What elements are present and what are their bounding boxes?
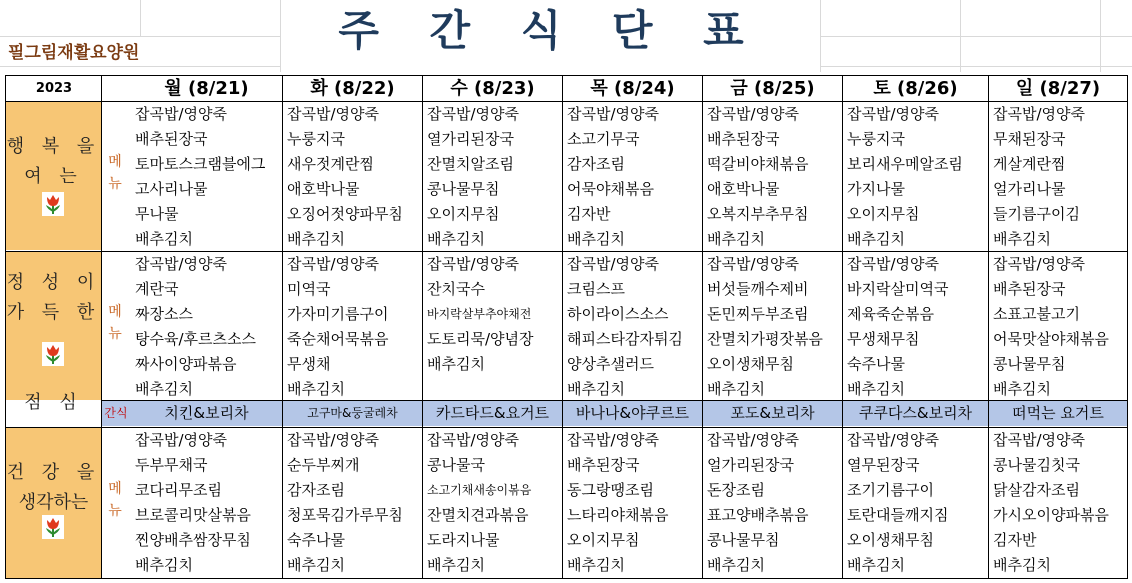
lunch-item-tue: 미역국 — [287, 280, 331, 298]
dinner-menu-label — [101, 478, 129, 522]
border-line — [702, 75, 703, 579]
breakfast-item-tue: 애호박나물 — [287, 180, 360, 198]
border-line — [5, 578, 1128, 579]
dinner-item-fri: 표고양배추볶음 — [707, 506, 809, 524]
day-header-fri: 금 (8/25) — [730, 78, 815, 99]
lunch-item-thu: 잡곡밥/영양죽 — [567, 255, 659, 273]
breakfast-item-tue: 배추김치 — [287, 230, 345, 248]
dinner-item-wed: 잡곡밥/영양죽 — [427, 431, 519, 449]
breakfast-item-sat: 누룽지국 — [847, 130, 905, 148]
lunch-item-fri: 돈민찌두부조림 — [707, 305, 809, 323]
breakfast-item-wed: 콩나물무침 — [427, 180, 500, 198]
lunch-item-tue: 무생채 — [287, 355, 331, 373]
day-header-wed: 수 (8/23) — [450, 78, 535, 99]
dinner-item-wed: 도라지나물 — [427, 531, 500, 549]
breakfast-item-thu: 배추김치 — [567, 230, 625, 248]
dinner-item-mon: 잡곡밥/영양죽 — [135, 431, 227, 449]
dinner-item-sun: 배추김치 — [993, 556, 1051, 574]
breakfast-item-sat: 보리새우메알조림 — [847, 155, 963, 173]
snack-fri: 포도&보리차 — [730, 404, 815, 422]
snack-mon: 치킨&보리차 — [164, 404, 249, 422]
page-title: 주 간 식 단 표 — [338, 6, 762, 55]
lunch-item-sat: 바지락살미역국 — [847, 280, 949, 298]
breakfast-item-mon: 토마토스크램블에그 — [135, 155, 266, 173]
lunch-item-wed: 도토리묵/양념장 — [427, 330, 534, 348]
lunch-item-tue: 배추김치 — [287, 380, 345, 398]
breakfast-item-thu: 어묵야채볶음 — [567, 180, 654, 198]
breakfast-item-mon: 고사리나물 — [135, 180, 208, 198]
lunch-item-wed: 배추김치 — [427, 355, 485, 373]
lunch-item-thu: 양상추샐러드 — [567, 355, 654, 373]
lunch-item-wed: 잔치국수 — [427, 280, 485, 298]
lunch-item-sun: 소표고불고기 — [993, 305, 1080, 323]
lunch-item-thu: 하이라이스소스 — [567, 305, 669, 323]
border-line — [282, 75, 283, 579]
breakfast-item-tue: 누룽지국 — [287, 130, 345, 148]
border-line — [988, 75, 989, 579]
dinner-item-sat: 오이생채무침 — [847, 531, 934, 549]
dinner-item-sun: 가시오이양파볶음 — [993, 506, 1109, 524]
dinner-item-fri: 배추김치 — [707, 556, 765, 574]
breakfast-item-wed: 열가리된장국 — [427, 130, 514, 148]
breakfast-item-sat: 잡곡밥/영양죽 — [847, 105, 939, 123]
border-line — [101, 400, 1128, 401]
lunch-item-sat: 무생채무침 — [847, 330, 920, 348]
year-label: 2023 — [35, 81, 73, 96]
menu-label-char: 뉴 — [108, 326, 122, 342]
breakfast-item-sun: 게살계란찜 — [993, 155, 1066, 173]
dinner-item-wed: 잔멸치견과볶음 — [427, 506, 529, 524]
dinner-item-mon: 찐양배추쌈장무침 — [135, 531, 251, 549]
lunch-item-wed: 바지락살부추야채전 — [427, 307, 532, 321]
breakfast-menu-label — [101, 151, 129, 195]
dinner-item-mon: 코다리무조림 — [135, 481, 222, 499]
dinner-item-tue: 감자조림 — [287, 481, 345, 499]
border-line — [5, 101, 1128, 102]
dinner-item-tue: 배추김치 — [287, 556, 345, 574]
lunch-item-sat: 배추김치 — [847, 380, 905, 398]
lunch-item-fri: 잔멸치가평잣볶음 — [707, 330, 823, 348]
lunch-item-sun: 배추김치 — [993, 380, 1051, 398]
menu-label-char: 뉴 — [108, 176, 122, 192]
lunch-item-thu: 크림스프 — [567, 280, 625, 298]
lunch-item-sat: 제육죽순볶음 — [847, 305, 934, 323]
breakfast-item-fri: 떡갈비야채볶음 — [707, 155, 809, 173]
breakfast-item-mon: 배추김치 — [135, 230, 193, 248]
breakfast-item-tue: 오징어젓양파무침 — [287, 205, 403, 223]
lunch-item-tue: 가자미기름구이 — [287, 305, 389, 323]
dinner-item-mon: 배추김치 — [135, 556, 193, 574]
snack-thu: 바나나&야쿠르트 — [575, 404, 690, 422]
border-line — [5, 75, 6, 579]
tulip-icon — [42, 192, 64, 216]
dinner-title-line1: 건 강 을 — [6, 462, 101, 483]
border-line — [5, 251, 1128, 252]
dinner-item-fri: 잡곡밥/영양죽 — [707, 431, 799, 449]
lunch-title-line2: 가 득 한 — [6, 302, 101, 323]
lunch-item-sat: 잡곡밥/영양죽 — [847, 255, 939, 273]
border-line — [422, 75, 423, 579]
dinner-item-wed: 콩나물국 — [427, 456, 485, 474]
border-line — [5, 427, 1128, 428]
menu-label-char: 메 — [108, 481, 122, 497]
breakfast-item-fri: 잡곡밥/영양죽 — [707, 105, 799, 123]
dinner-item-wed: 소고기채새송이볶음 — [427, 483, 532, 497]
snack-sat: 쿠쿠다스&보리차 — [858, 404, 973, 422]
dinner-item-tue: 순두부찌개 — [287, 456, 360, 474]
breakfast-item-wed: 잡곡밥/영양죽 — [427, 105, 519, 123]
breakfast-item-tue: 잡곡밥/영양죽 — [287, 105, 379, 123]
dinner-item-fri: 돈장조림 — [707, 481, 765, 499]
lunch-item-sun: 잡곡밥/영양죽 — [993, 255, 1085, 273]
breakfast-item-fri: 배추김치 — [707, 230, 765, 248]
lunch-item-fri: 잡곡밥/영양죽 — [707, 255, 799, 273]
lunch-item-mon: 계란국 — [135, 280, 179, 298]
dinner-item-sat: 조기기름구이 — [847, 481, 934, 499]
lunch-item-mon: 잡곡밥/영양죽 — [135, 255, 227, 273]
snack-sun: 떠먹는 요거트 — [1012, 404, 1104, 422]
breakfast-item-thu: 잡곡밥/영양죽 — [567, 105, 659, 123]
border-line — [1127, 75, 1128, 579]
dinner-item-mon: 두부무채국 — [135, 456, 208, 474]
dinner-item-tue: 잡곡밥/영양죽 — [287, 431, 379, 449]
dinner-item-thu: 배추김치 — [567, 556, 625, 574]
breakfast-item-fri: 오복지부추무침 — [707, 205, 809, 223]
breakfast-item-fri: 애호박나물 — [707, 180, 780, 198]
lunch-item-sun: 어묵맛살야채볶음 — [993, 330, 1109, 348]
tulip-icon — [42, 342, 64, 366]
lunch-title-line1: 정 성 이 — [6, 272, 101, 293]
dinner-item-sat: 잡곡밥/영양죽 — [847, 431, 939, 449]
lunch-item-mon: 탕수육/후르츠소스 — [135, 330, 256, 348]
border-line — [101, 75, 102, 579]
dinner-item-thu: 배추된장국 — [567, 456, 640, 474]
lunch-title-line3: 점 심 — [24, 392, 83, 413]
breakfast-item-tue: 새우젓계란찜 — [287, 155, 374, 173]
snack-label: 간식 — [104, 406, 128, 420]
dinner-item-sun: 잡곡밥/영양죽 — [993, 431, 1085, 449]
lunch-item-thu: 배추김치 — [567, 380, 625, 398]
breakfast-item-wed: 배추김치 — [427, 230, 485, 248]
dinner-item-thu: 느타리야채볶음 — [567, 506, 669, 524]
menu-label-char: 메 — [108, 304, 122, 320]
lunch-item-sun: 배추된장국 — [993, 280, 1066, 298]
dinner-item-sat: 배추김치 — [847, 556, 905, 574]
border-line — [562, 75, 563, 579]
menu-label-char: 메 — [108, 154, 122, 170]
menu-label-char: 뉴 — [108, 503, 122, 519]
dinner-item-thu: 오이지무침 — [567, 531, 640, 549]
breakfast-item-mon: 배추된장국 — [135, 130, 208, 148]
breakfast-item-sat: 오이지무침 — [847, 205, 920, 223]
day-header-sun: 일 (8/27) — [1015, 78, 1101, 99]
day-header-tue: 화 (8/22) — [310, 78, 395, 99]
lunch-item-fri: 오이생채무침 — [707, 355, 794, 373]
breakfast-item-thu: 김자반 — [567, 205, 611, 223]
lunch-item-wed: 잡곡밥/영양죽 — [427, 255, 519, 273]
dinner-item-mon: 브로콜리맛살볶음 — [135, 506, 251, 524]
breakfast-item-sun: 들기름구이김 — [993, 205, 1080, 223]
dinner-item-wed: 배추김치 — [427, 556, 485, 574]
tulip-icon — [42, 515, 64, 539]
lunch-item-mon: 짜사이양파볶음 — [135, 355, 237, 373]
breakfast-item-fri: 배추된장국 — [707, 130, 780, 148]
breakfast-item-sat: 가지나물 — [847, 180, 905, 198]
lunch-item-tue: 죽순채어묵볶음 — [287, 330, 389, 348]
lunch-item-sat: 숙주나물 — [847, 355, 905, 373]
dinner-item-fri: 얼가리된장국 — [707, 456, 794, 474]
breakfast-title-line1: 행 복 을 — [6, 136, 101, 157]
breakfast-item-thu: 소고기무국 — [567, 130, 640, 148]
dinner-item-tue: 청포묵김가루무침 — [287, 506, 403, 524]
breakfast-item-wed: 오이지무침 — [427, 205, 500, 223]
lunch-item-thu: 해피스타감자튀김 — [567, 330, 683, 348]
lunch-item-tue: 잡곡밥/영양죽 — [287, 255, 379, 273]
dinner-item-fri: 콩나물무침 — [707, 531, 780, 549]
dinner-item-sun: 닭살감자조림 — [993, 481, 1080, 499]
border-line — [842, 75, 843, 579]
breakfast-item-mon: 잡곡밥/영양죽 — [135, 105, 227, 123]
day-header-sat: 토 (8/26) — [873, 78, 958, 99]
lunch-item-mon: 짜장소스 — [135, 305, 193, 323]
lunch-item-fri: 버섯들깨수제비 — [707, 280, 809, 298]
dinner-item-tue: 숙주나물 — [287, 531, 345, 549]
snack-wed: 카드타드&요거트 — [435, 404, 550, 422]
dinner-item-thu: 잡곡밥/영양죽 — [567, 431, 659, 449]
lunch-menu-label — [101, 301, 129, 345]
day-header-thu: 목 (8/24) — [590, 78, 675, 99]
breakfast-item-thu: 감자조림 — [567, 155, 625, 173]
organization-name: 필그림재활요양원 — [8, 43, 140, 63]
lunch-item-sun: 콩나물무침 — [993, 355, 1066, 373]
breakfast-item-mon: 무나물 — [135, 205, 179, 223]
breakfast-item-wed: 잔멸치알조림 — [427, 155, 514, 173]
dinner-item-sat: 토란대들깨지짐 — [847, 506, 949, 524]
breakfast-item-sat: 배추김치 — [847, 230, 905, 248]
dinner-item-sat: 열무된장국 — [847, 456, 920, 474]
dinner-item-thu: 동그랑땡조림 — [567, 481, 654, 499]
breakfast-item-sun: 배추김치 — [993, 230, 1051, 248]
breakfast-item-sun: 잡곡밥/영양죽 — [993, 105, 1085, 123]
dinner-item-sun: 콩나물김칫국 — [993, 456, 1080, 474]
dinner-item-sun: 김자반 — [993, 531, 1037, 549]
lunch-item-fri: 배추김치 — [707, 380, 765, 398]
snack-tue: 고구마&둥굴레차 — [307, 406, 398, 420]
dinner-title-line2: 생각하는 — [18, 492, 89, 513]
day-header-mon: 월 (8/21) — [164, 78, 249, 99]
lunch-item-wed — [423, 377, 563, 402]
breakfast-title-line2: 여 는 — [24, 166, 83, 187]
border-line — [5, 75, 1128, 76]
breakfast-item-sun: 무채된장국 — [993, 130, 1066, 148]
lunch-item-mon: 배추김치 — [135, 380, 193, 398]
breakfast-item-sun: 얼가리나물 — [993, 180, 1066, 198]
